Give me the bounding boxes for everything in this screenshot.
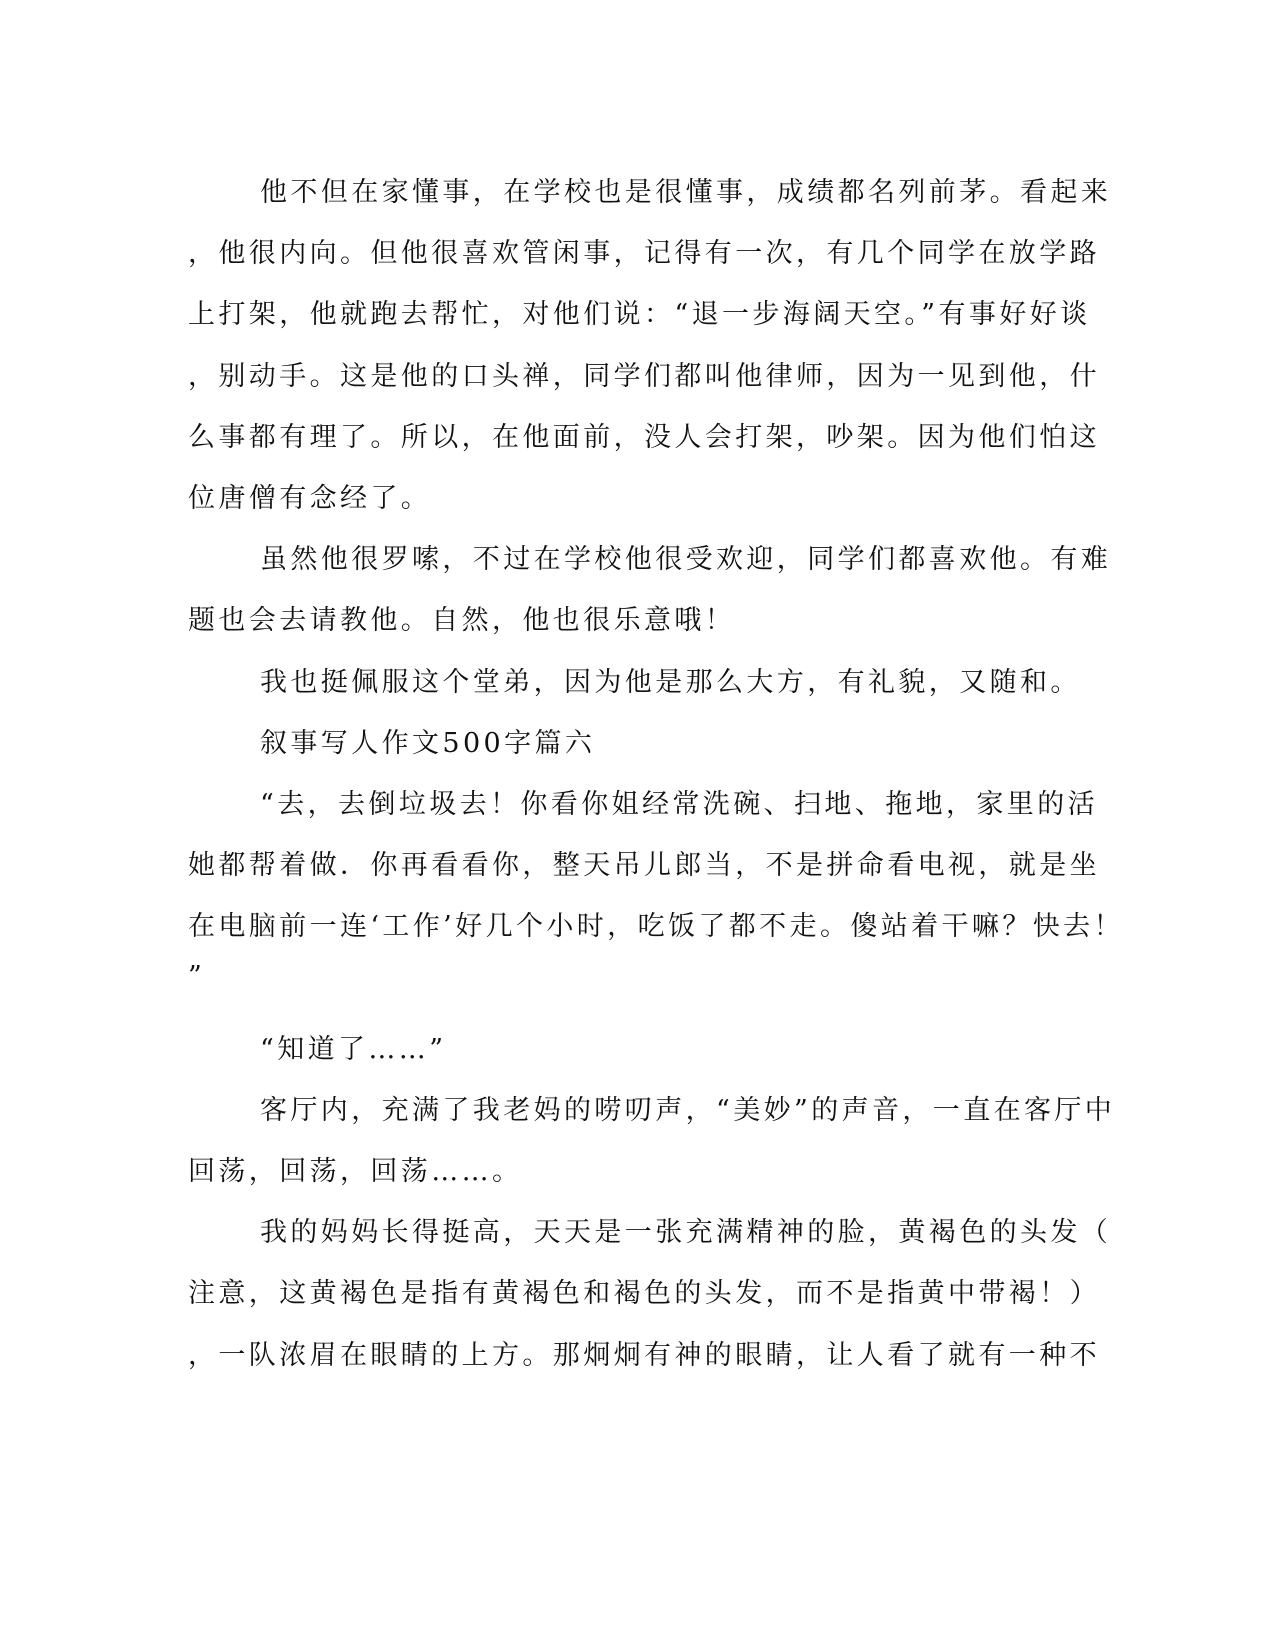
text-line-17: 回荡，回荡，回荡……。 (188, 1156, 523, 1187)
text-line-14: ” (188, 961, 206, 993)
text-line-1: 他不但在家懂事，在学校也是很懂事，成绩都名列前茅。看起来 (260, 177, 1112, 208)
text-line-15: “知道了……” (260, 1033, 447, 1065)
text-line-8: 题也会去请教他。自然，他也很乐意哦！ (188, 605, 736, 637)
section-heading: 叙事写人作文500字篇六 (260, 727, 596, 759)
text-line-12: 她都帮着做．你再看看你，整天吊儿郎当，不是拼命看电视，就是坐 (188, 850, 1100, 882)
document-body (188, 162, 1124, 1386)
text-line-5: 么事都有理了。所以，在他面前，没人会打架，吵架。因为他们怕这 (188, 421, 1100, 453)
text-line-9: 我也挺佩服这个堂弟，因为他是那么大方，有礼貌，又随和。 (260, 666, 1081, 698)
text-line-4: ，别动手。这是他的口头禅，同学们都叫他律师，因为一见到他，什 (188, 360, 1100, 392)
text-line-7: 虽然他很罗嗦，不过在学校他很受欢迎，同学们都喜欢他。有难 (260, 544, 1112, 576)
text-line-13: 在电脑前一连‘工作’好几个小时，吃饭了都不走。傻站着干嘛？快去！ (188, 911, 1124, 943)
text-line-19: 注意，这黄褐色是指有黄褐色和褐色的头发，而不是指黄中带褐！） (188, 1278, 1100, 1310)
text-line-18: 我的妈妈长得挺高，天天是一张充满精神的脸，黄褐色的头发（ (260, 1217, 1112, 1249)
text-line-20: ，一队浓眉在眼睛的上方。那炯炯有神的眼睛，让人看了就有一种不 (188, 1339, 1100, 1371)
text-line-11: “去，去倒垃圾去！你看你姐经常洗碗、扫地、拖地，家里的活 (260, 788, 1099, 820)
text-line-6: 位唐僧有念经了。 (188, 482, 432, 514)
text-line-16: 客厅内，充满了我老妈的唠叨声，“美妙”的声音，一直在客厅中 (260, 1094, 1116, 1126)
text-line-3: 上打架，他就跑去帮忙，对他们说：“退一步海阔天空。”有事好好谈 (188, 299, 1091, 331)
text-line-2: ，他很内向。但他很喜欢管闲事，记得有一次，有几个同学在放学路 (188, 238, 1100, 270)
